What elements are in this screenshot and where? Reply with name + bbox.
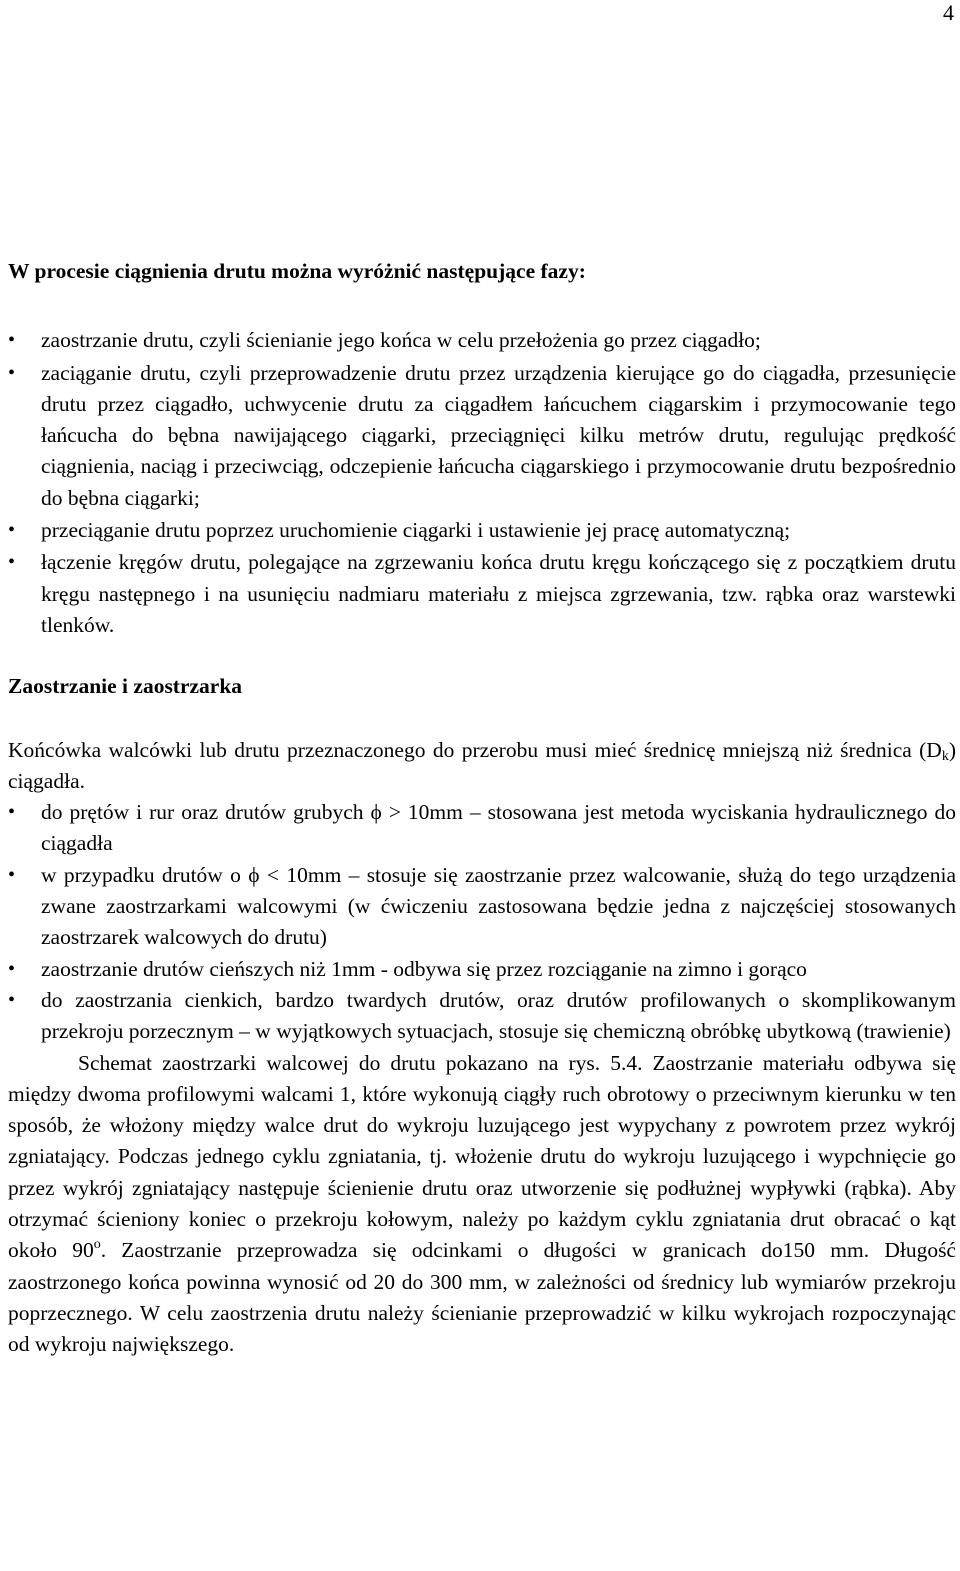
degree-superscript: o bbox=[93, 1237, 101, 1253]
list-item: • przeciąganie drutu poprzez uruchomienie ciągarki i ustawienie jej pracę automatyczną; bbox=[8, 515, 956, 546]
list-item: • w przypadku drutów o ϕ < 10mm – stosuje się zaostrzanie przez walcowanie, służą do tego urządzenia zwane zaostrzarkami walcowymi (w ćwiczeniu zastosowana będzie jedna z najczęściej stosowanych zaostrzarek walcowych do drutu) bbox=[8, 860, 956, 954]
description-text-end: . Zaostrzanie przeprowadza się odcinkami o długości w granicach do150 mm. Długość zaostrzonego końca powinna wynosić od 20 do 300 mm, w zależności od średnicy lub wymiarów przekroju poprzecznego. W celu zaostrzenia drutu należy ścienianie przeprowadzić w kilku wykrojach rozpoczynając od wykroju największego. bbox=[8, 1238, 956, 1357]
list-item: • zaostrzanie drutów cieńszych niż 1mm - odbywa się przez rozciąganie na zimno i gorąco bbox=[8, 954, 956, 985]
sharpening-methods-list bbox=[8, 797, 956, 1047]
list-item: • do zaostrzania cienkich, bardzo twardych drutów, oraz drutów profilowanych o skomplikowanym przekroju porzecznym – w wyjątkowych sytuacjach, stosuje się chemiczną obróbkę ubytkową (trawienie) bbox=[8, 985, 956, 1048]
intro-subscript: k bbox=[941, 748, 949, 764]
section-heading-phases: W procesie ciągnienia drutu można wyróżnić następujące fazy: bbox=[8, 259, 586, 283]
intro-text: Końcówka walcówki lub drutu przeznaczonego do przerobu musi mieć średnicę mniejszą niż średnica (D bbox=[8, 737, 942, 762]
list-item: • zaciąganie drutu, czyli przeprowadzenie drutu przez urządzenia kierujące go do ciągadła, przesunięcie drutu przez ciągadło, uchwycenie drutu za ciągadłem łańcuchem ciągarskim i przymocowanie tego łańcucha do bębna nawijającego ciągarki, przeciągnięci kilku metrów drutu, regulując prędkość ciągnienia, naciąg i przeciwciąg, odczepienie łańcucha ciągarskiego i przymocowanie drutu bezpośrednio do bębna ciągarki; bbox=[8, 358, 956, 514]
description-text: Schemat zaostrzarki walcowej do drutu pokazano na rys. 5.4. Zaostrzanie materiału odbywa się między dwoma profilowymi walcami 1, które wykonują ciągły ruch obrotowy o przeciwnym kierunku w ten sposób, że włożony między walce drut do wykroju luzującego jest wypychany z powrotem przez wykrój zgniatający. Podczas jednego cyklu zgniatania, tj. włożenie drutu do wykroju luzującego i wypchnięcie go przez wykrój zgniatający następuje ścienienie drutu oraz utworzenie się podłużnej wypływki (rąbka). Aby otrzymać ścieniony koniec o przekroju kołowym, należy po każdym cyklu zgniatania drut obracać o kąt około 90 bbox=[8, 1050, 956, 1263]
list-item: • zaostrzanie drutu, czyli ścienianie jego końca w celu przełożenia go przez ciągadło; bbox=[8, 325, 956, 356]
description-paragraph bbox=[8, 1048, 956, 1361]
list-item: • łączenie kręgów drutu, polegające na zgrzewaniu końca drutu kręgu kończącego się z początkiem drutu kręgu następnego i na usunięciu nadmiaru materiału z miejsca zgrzewania, tzw. rąbka oraz warstewki tlenków. bbox=[8, 547, 956, 641]
intro-paragraph bbox=[8, 735, 956, 798]
list-item: • do prętów i rur oraz drutów grubych ϕ > 10mm – stosowana jest metoda wyciskania hydraulicznego do ciągadła bbox=[8, 797, 956, 860]
phases-list bbox=[8, 325, 956, 641]
intro-text-end: ) ciągadła. bbox=[8, 737, 956, 793]
document-body bbox=[8, 256, 956, 1361]
section-heading-sharpening: Zaostrzanie i zaostrzarka bbox=[8, 674, 243, 699]
page-number: 4 bbox=[943, 0, 954, 25]
